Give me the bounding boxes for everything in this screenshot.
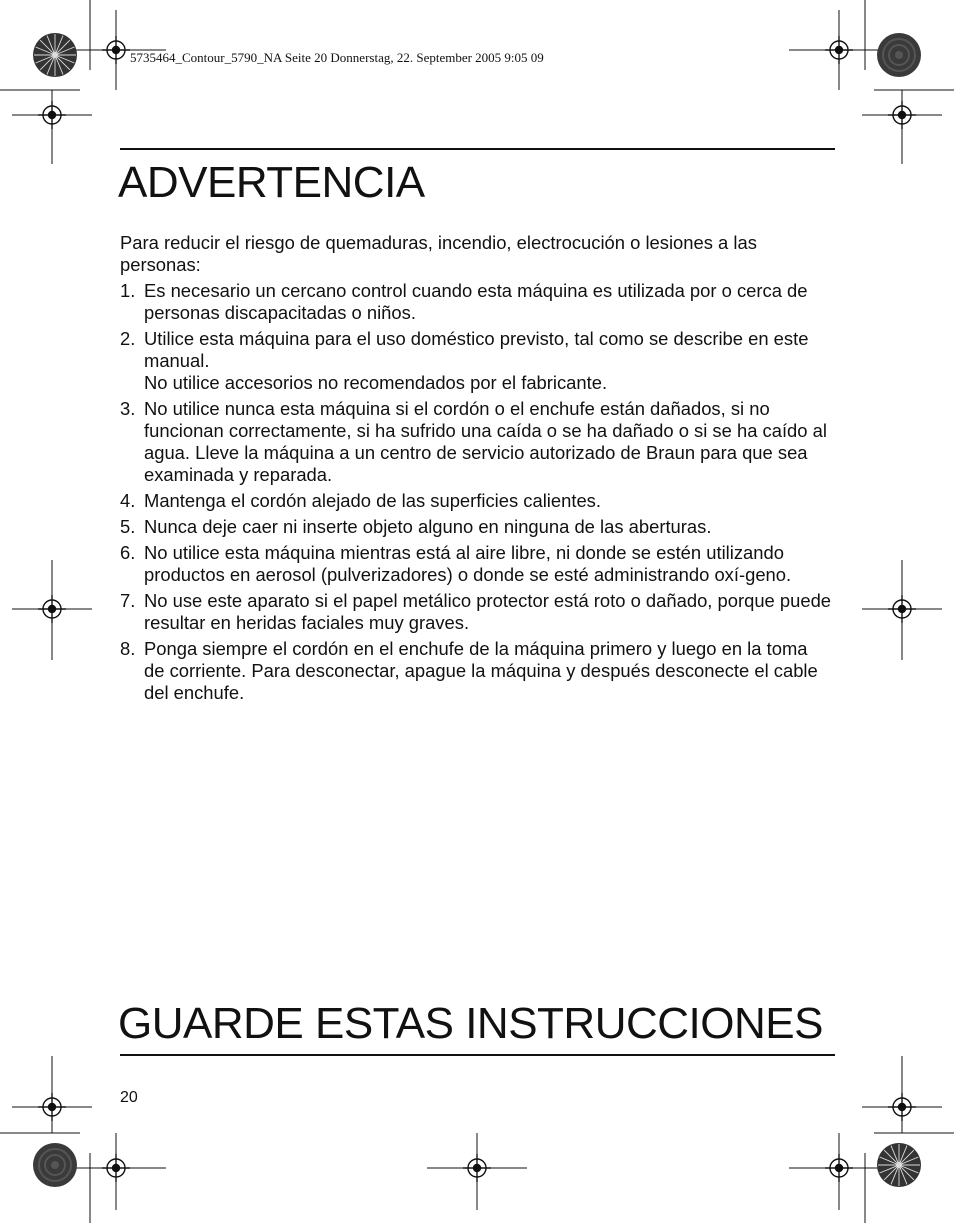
item-number: 7. (120, 590, 136, 611)
list-item (120, 398, 832, 486)
list-item (120, 638, 832, 704)
intro-paragraph: Para reducir el riesgo de quemaduras, incendio, electrocución o lesiones a las personas: (120, 232, 757, 275)
list-item (120, 490, 832, 512)
closing-heading: GUARDE ESTAS INSTRUCCIONES (118, 999, 823, 1048)
item-text: No use este aparato si el papel metálico protector está roto o dañado, porque puede resultar en heridas faciales muy graves. (144, 590, 832, 633)
item-text: Ponga siempre el cordón en el enchufe de la máquina primero y luego en la toma de corriente. Para desconectar, apague la máquina y después desconecte el cable del enchufe. (144, 638, 818, 703)
item-number: 6. (120, 542, 136, 563)
item-number: 3. (120, 398, 136, 419)
item-text: No utilice nunca esta máquina si el cordón o el enchufe están dañados, si no funcionan correctamente, si ha sufrido una caída o se ha dañado o si se ha caído al agua. Lleve la máquina a un centro de servicio autorizado de Braun para que sea examinada y reparada. (144, 398, 827, 485)
item-text: Nunca deje caer ni inserte objeto alguno en ninguna de las aberturas. (144, 516, 712, 537)
print-slug: 5735464_Contour_5790_NA Seite 20 Donnerstag, 22. September 2005 9:05 09 (130, 50, 544, 65)
page-title: ADVERTENCIA (118, 158, 425, 207)
list-item (120, 328, 832, 394)
list-item (120, 590, 832, 634)
item-number: 8. (120, 638, 136, 659)
item-number: 1. (120, 280, 136, 301)
item-text: No utilice esta máquina mientras está al aire libre, ni donde se estén utilizando productos en aerosol (pulverizadores) o donde se esté administrando oxí-geno. (144, 542, 792, 585)
item-text: Mantenga el cordón alejado de las superficies calientes. (144, 490, 601, 511)
bottom-rule (120, 1054, 835, 1056)
item-number: 5. (120, 516, 136, 537)
item-text: Utilice esta máquina para el uso doméstico previsto, tal como se describe en este manual. (144, 328, 809, 371)
warning-list (120, 280, 832, 708)
top-rule (120, 148, 835, 150)
page-number: 20 (120, 1089, 138, 1106)
item-text-continued: No utilice accesorios no recomendados por el fabricante. (144, 372, 608, 393)
item-text: Es necesario un cercano control cuando esta máquina es utilizada por o cerca de personas discapacitadas o niños. (144, 280, 808, 323)
list-item (120, 542, 832, 586)
item-number: 4. (120, 490, 136, 511)
list-item (120, 280, 832, 324)
item-number: 2. (120, 328, 136, 349)
list-item (120, 516, 832, 538)
